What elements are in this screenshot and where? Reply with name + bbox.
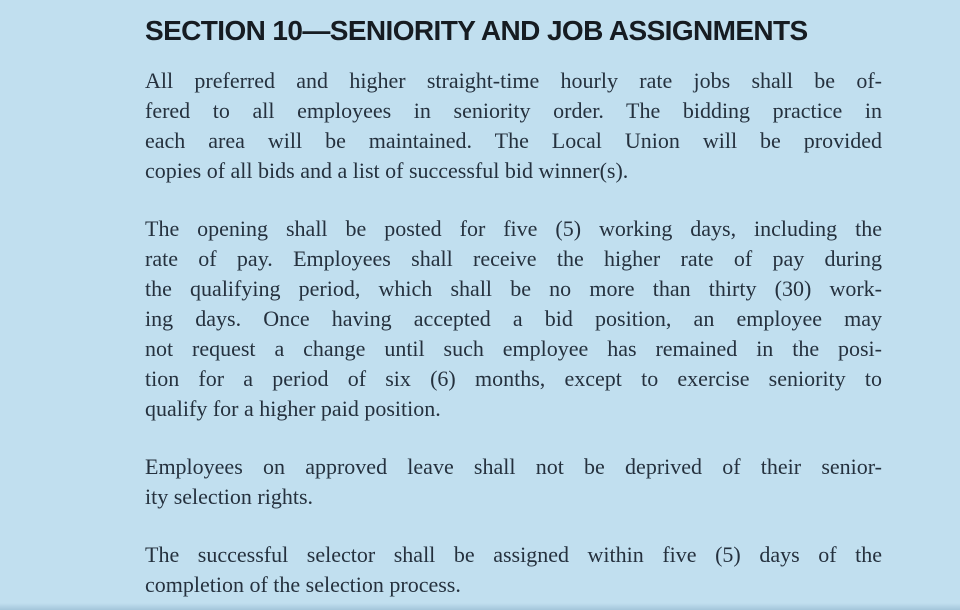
text-line: All preferred and higher straight-time hourly rate jobs shall be of- [145,68,882,93]
text-line: copies of all bids and a list of successful bid winner(s). [145,158,629,183]
text-line: tion for a period of six (6) months, except to exercise seniority to [145,366,882,391]
text-line: the qualifying period, which shall be no more than thirty (30) work- [145,276,882,301]
text-line: ity selection rights. [145,484,314,509]
text-line: The successful selector shall be assigned within five (5) days of the [145,542,882,567]
text-line: ing days. Once having accepted a bid position, an employee may [145,306,882,331]
text-line: each area will be maintained. The Local Union will be provided [145,128,882,153]
text-line: rate of pay. Employees shall receive the higher rate of pay during [145,246,882,271]
text-line: fered to all employees in seniority order. The bidding practice in [145,98,882,123]
paragraph-2 [145,214,882,424]
paragraph-1 [145,66,882,186]
text-line: not request a change until such employee has remained in the posi- [145,336,882,361]
text-line: completion of the selection process. [145,572,461,597]
text-line: Employees on approved leave shall not be deprived of their senior- [145,454,882,479]
section-heading: SECTION 10—SENIORITY AND JOB ASSIGNMENTS [145,15,808,46]
paragraph-3 [145,452,882,512]
paragraph-4 [145,540,882,600]
text-line: The opening shall be posted for five (5) working days, including the [145,216,882,241]
text-line: qualify for a higher paid position. [145,396,441,421]
